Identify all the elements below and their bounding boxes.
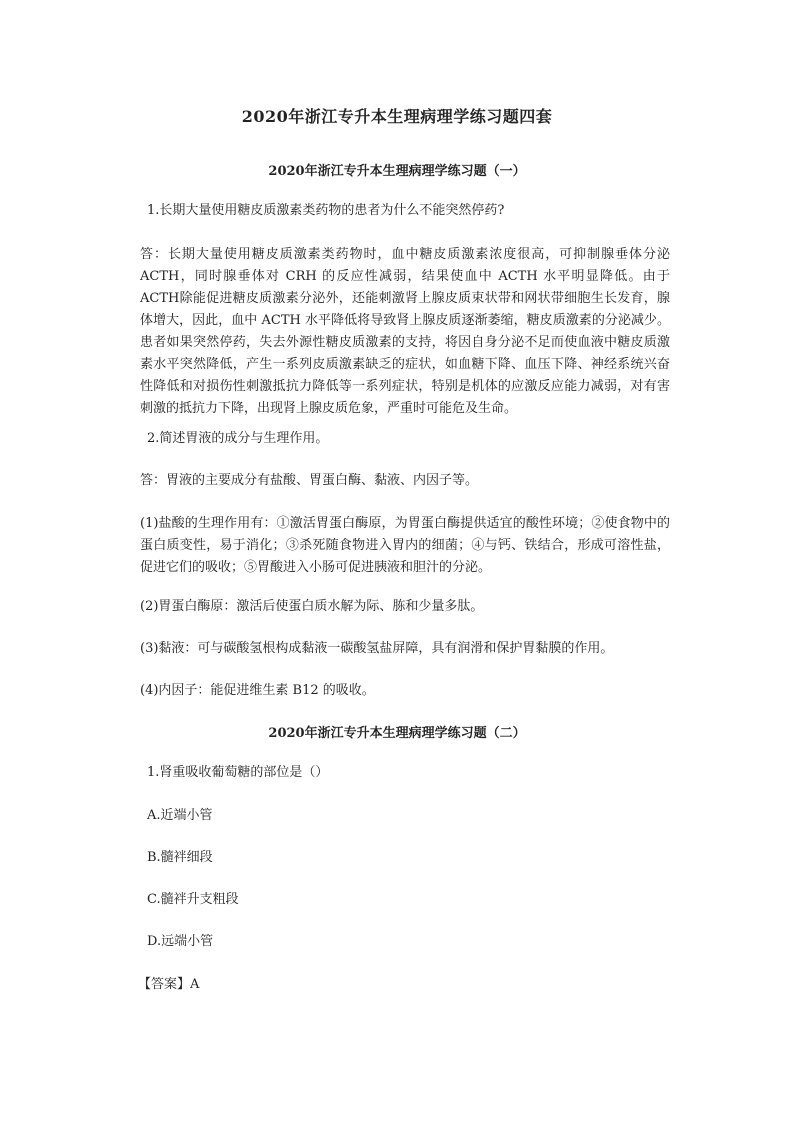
answer-1-1: 答：长期大量使用糖皮质激素类药物时，血中糖皮质激素浓度很高，可抑制腺垂体分泌 ACTH，同时腺垂体对 CRH 的反应性减弱，结果使血中 ACTH 水平明显降低。由于 ACTH除能促进糖皮质激素分泌外，还能刺激肾上腺皮质束状带和网状带细胞生长发育，腺体增大，因此，血中 ACTH 水平降低将导致肾上腺皮质逐渐萎缩，糖皮质激素的分泌减少。患者如果突然停药，失去外源性糖皮质激素的支持，将因自身分泌不足而使血液中糖皮质激素水平突然降低，产生一系列皮质激素缺乏的症状，如血糖下降、血压下降、神经系统兴奋性降低和对损伤性刺激抵抗力降低等一系列症状，特别是机体的应激反应能力减弱，对有害刺激的抵抗力下降，出现肾上腺皮质危象，严重时可能危及生命。 xyxy=(140,247,670,416)
answer-1-2-point-1: (1)盐酸的生理作用有：①激活胃蛋白酶原，为胃蛋白酶提供适宜的酸性环境；②使食物中的蛋白质变性，易于消化；③杀死随食物进入胃内的细菌；④与钙、铁结合，形成可溶性盐，促进它们的吸收；⑤胃酸进入小肠可促进胰液和胆汁的分泌。 xyxy=(140,516,670,575)
option-d: D.远端小管 xyxy=(147,934,214,949)
document-title: 2020年浙江专升本生理病理学练习题四套 xyxy=(241,107,553,126)
section-title-2: 2020年浙江专升本生理病理学练习题（二） xyxy=(268,726,526,741)
question-1-1: 1.长期大量使用糖皮质激素类药物的患者为什么不能突然停药? xyxy=(147,203,505,218)
option-a: A.近端小管 xyxy=(147,808,213,823)
answer-1-2: 答：胃液的主要成分有盐酸、胃蛋白酶、黏液、内因子等。 xyxy=(140,473,479,488)
answer-1-2-point-3: (3)黏液：可与碳酸氢根构成黏液一碳酸氢盐屏障，具有润滑和保护胃黏膜的作用。 xyxy=(140,641,614,656)
option-c: C.髓袢升支粗段 xyxy=(147,892,239,907)
section-title-1: 2020年浙江专升本生理病理学练习题（一） xyxy=(268,164,526,179)
question-1-2: 2.简述胃液的成分与生理作用。 xyxy=(147,431,329,446)
answer-1-2-point-2: (2)胃蛋白酶原：激活后使蛋白质水解为际、胨和少量多肽。 xyxy=(140,599,484,614)
question-2-1: 1.肾重吸收葡萄糖的部位是（） xyxy=(147,765,329,780)
answer-1-2-point-4: (4)内因子：能促进维生素 B12 的吸收。 xyxy=(140,683,375,698)
answer-key: 【答案】A xyxy=(138,977,200,992)
option-b: B.髓袢细段 xyxy=(147,850,213,865)
